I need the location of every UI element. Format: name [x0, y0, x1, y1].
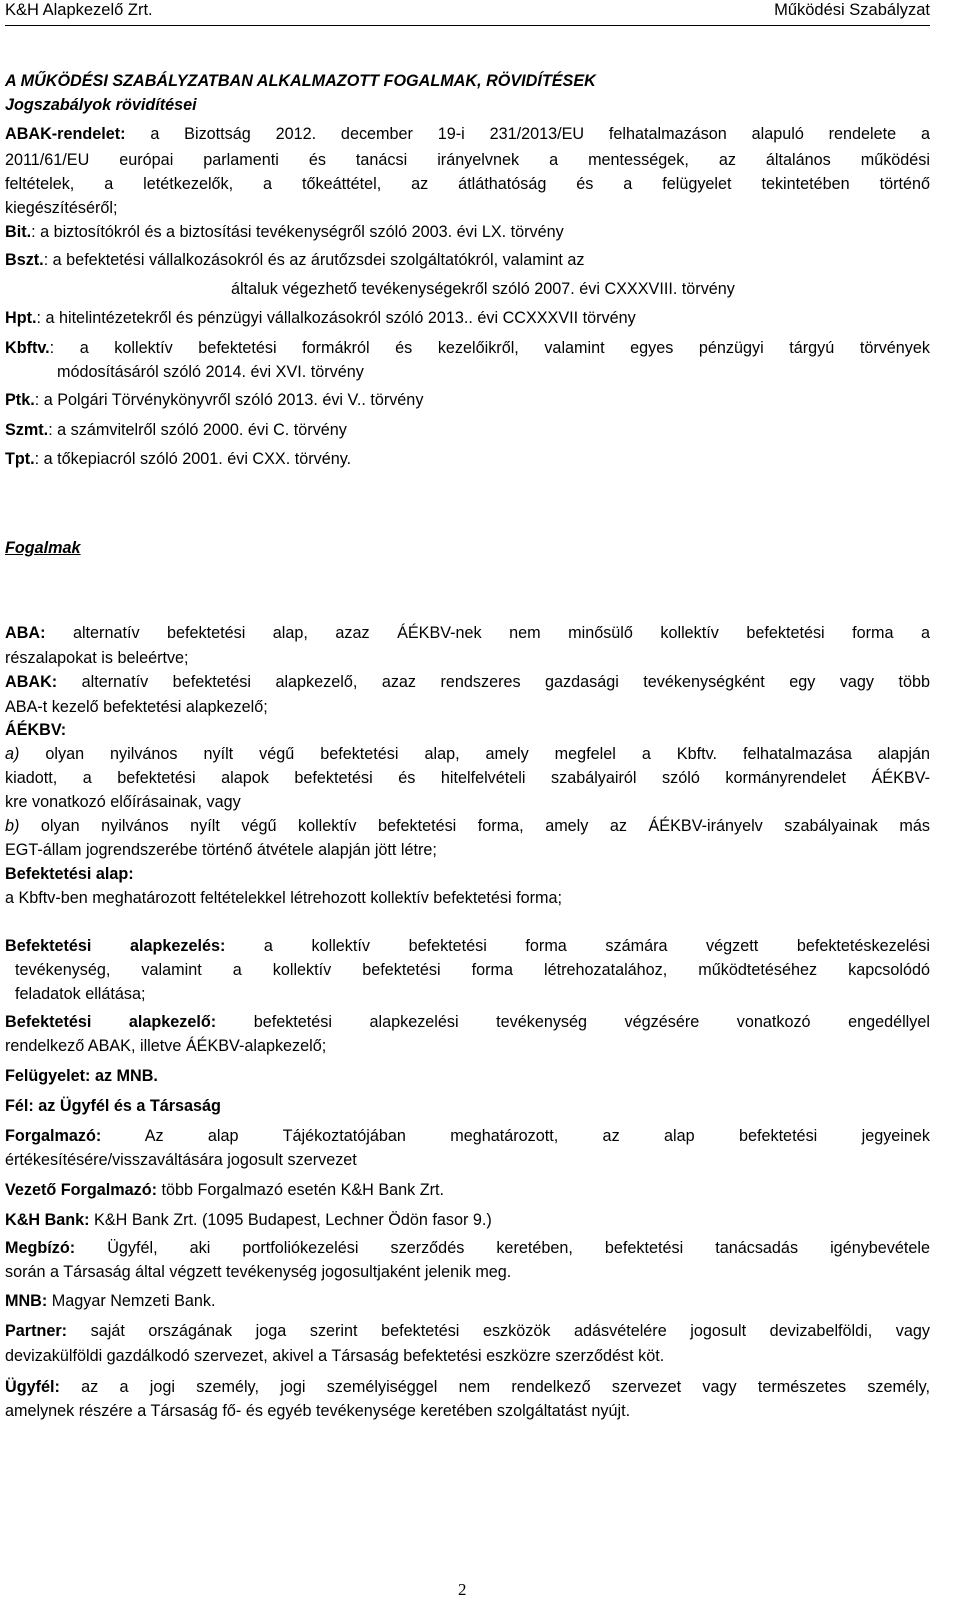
bako-line-1: Befektetési alapkezelő: befektetési alapkezelési tevékenység végzésére vonatkozó engedéllyel: [5, 1013, 930, 1031]
szmt-line: Szmt.: a számvitelről szóló 2000. évi C. törvény: [5, 421, 347, 439]
bszt-line-2: általuk végezhető tevékenységekről szóló 2007. évi CXXXVIII. törvény: [231, 280, 735, 298]
header-company: K&H Alapkezelő Zrt.: [5, 1, 153, 19]
aekbv-a-line-2: kiadott, a befektetési alapok befektetési és hitelfelvételi szabályairól szóló kormányrendelet ÁÉKBV-: [5, 769, 930, 787]
abak-line-1: ABAK-rendelet: a Bizottság 2012. december 19-i 231/2013/EU felhatalmazáson alapuló rendelete a: [5, 125, 930, 143]
page-number: 2: [458, 1580, 467, 1599]
kh-bank-line: K&H Bank: K&H Bank Zrt. (1095 Budapest, Lechner Ödön fasor 9.): [5, 1211, 492, 1229]
forgalmazo-line-2: értékesítésére/visszaváltására jogosult szervezet: [5, 1151, 357, 1169]
section-subtitle: Jogszabályok rövidítései: [5, 96, 197, 114]
abak-line-3: feltételek, a letétkezelők, a tőkeáttétel, az átláthatóság és a felügyelet tekintetében történő: [5, 175, 930, 193]
ugyfel-line-1: Ügyfél: az a jogi személy, jogi személyiséggel nem rendelkező szervezet vagy természetes személy,: [5, 1378, 930, 1396]
abak2-line-1: ABAK: alternatív befektetési alapkezelő, azaz rendszeres gazdasági tevékenységként egy vagy több: [5, 673, 930, 691]
fel-line: Fél: az Ügyfél és a Társaság: [5, 1097, 221, 1115]
aekbv-a-line-3: kre vonatkozó előírásainak, vagy: [5, 793, 241, 811]
felugyelet-line: Felügyelet: az MNB.: [5, 1067, 158, 1085]
megbizo-line-1: Megbízó: Ügyfél, aki portfoliókezelési szerződés keretében, befektetési tanácsadás igénybevétele: [5, 1239, 930, 1257]
abak-line-2: 2011/61/EU európai parlamenti és tanácsi irányelvnek a mentességek, az általános működési: [5, 151, 930, 169]
ba-term: Befektetési alap:: [5, 865, 134, 883]
ptk-line: Ptk.: a Polgári Törvénykönyvről szóló 2013. évi V.. törvény: [5, 391, 424, 409]
hpt-line: Hpt.: a hitelintézetekről és pénzügyi vállalkozásokról szóló 2013.. évi CCXXXVII törvény: [5, 309, 636, 327]
bak-line-2: tevékenység, valamint a kollektív befektetési forma létrehozatalához, működtetéséhez kapcsolódó: [15, 961, 930, 979]
megbizo-line-2: során a Társaság által végzett tevékenység jogosultjaként jelenik meg.: [5, 1263, 512, 1281]
page-header: [5, 0, 930, 26]
bszt-line-1: Bszt.: a befektetési vállalkozásokról és az árutőzsdei szolgáltatókról, valamint az: [5, 251, 585, 269]
forgalmazo-line-1: Forgalmazó: Az alap Tájékoztatójában meghatározott, az alap befektetési jegyeinek: [5, 1127, 930, 1145]
partner-line-2: devizakülföldi gazdálkodó szervezet, akivel a Társaság befektetési eszközre szerződést köt.: [5, 1347, 665, 1365]
kbftv-line-2: módosításáról szóló 2014. évi XVI. törvény: [57, 363, 364, 381]
aba-line-1: ABA: alternatív befektetési alap, azaz ÁÉKBV-nek nem minősülő kollektív befektetési forma a: [5, 624, 930, 642]
bako-line-2: rendelkező ABAK, illetve ÁÉKBV-alapkezelő;: [5, 1037, 327, 1055]
abak-line-4: kiegészítéséről;: [5, 199, 118, 217]
header-document-title: Működési Szabályzat: [774, 1, 930, 19]
bit-line: Bit.: a biztosítókról és a biztosítási tevékenységről szóló 2003. évi LX. törvény: [5, 223, 564, 241]
ba-line-1: a Kbftv-ben meghatározott feltételekkel létrehozott kollektív befektetési forma;: [5, 889, 562, 907]
aekbv-term: ÁÉKBV:: [5, 721, 67, 739]
section-title: A MŰKÖDÉSI SZABÁLYZATBAN ALKALMAZOTT FOGALMAK, RÖVIDÍTÉSEK: [5, 72, 596, 90]
partner-line-1: Partner: saját országának joga szerint befektetési eszközök adásvételére jogosult devizabelföldi, vagy: [5, 1322, 930, 1340]
bak-line-3: feladatok ellátása;: [15, 985, 146, 1003]
bak-line-1: Befektetési alapkezelés: a kollektív befektetési forma számára végzett befektetéskezelési: [5, 937, 930, 955]
aekbv-a-line-1: a) olyan nyilvános nyílt végű befektetési alap, amely megfelel a Kbftv. felhatalmazása alapján: [5, 745, 930, 763]
vezeto-forgalmazo-line: Vezető Forgalmazó: több Forgalmazó esetén K&H Bank Zrt.: [5, 1181, 445, 1199]
aekbv-b-line-1: b) olyan nyilvános nyílt végű kollektív befektetési forma, amely az ÁÉKBV-irányelv szabályainak más: [5, 817, 930, 835]
tpt-line: Tpt.: a tőkepiacról szóló 2001. évi CXX. törvény.: [5, 450, 352, 468]
aba-line-2: részalapokat is beleértve;: [5, 649, 189, 667]
aekbv-b-line-2: EGT-állam jogrendszerébe történő átvétele alapján jött létre;: [5, 841, 437, 859]
abak-term: ABAK-rendelet:: [5, 125, 126, 143]
concepts-heading: Fogalmak: [5, 539, 81, 557]
mnb-line: MNB: Magyar Nemzeti Bank.: [5, 1292, 216, 1310]
kbftv-line-1: Kbftv.: a kollektív befektetési formákról és kezelőikről, valamint egyes pénzügyi tárgyú törvények: [5, 339, 930, 357]
abak2-line-2: ABA-t kezelő befektetési alapkezelő;: [5, 698, 268, 716]
ugyfel-line-2: amelynek részére a Társaság fő- és egyéb tevékenysége keretében szolgáltatást nyújt.: [5, 1402, 631, 1420]
